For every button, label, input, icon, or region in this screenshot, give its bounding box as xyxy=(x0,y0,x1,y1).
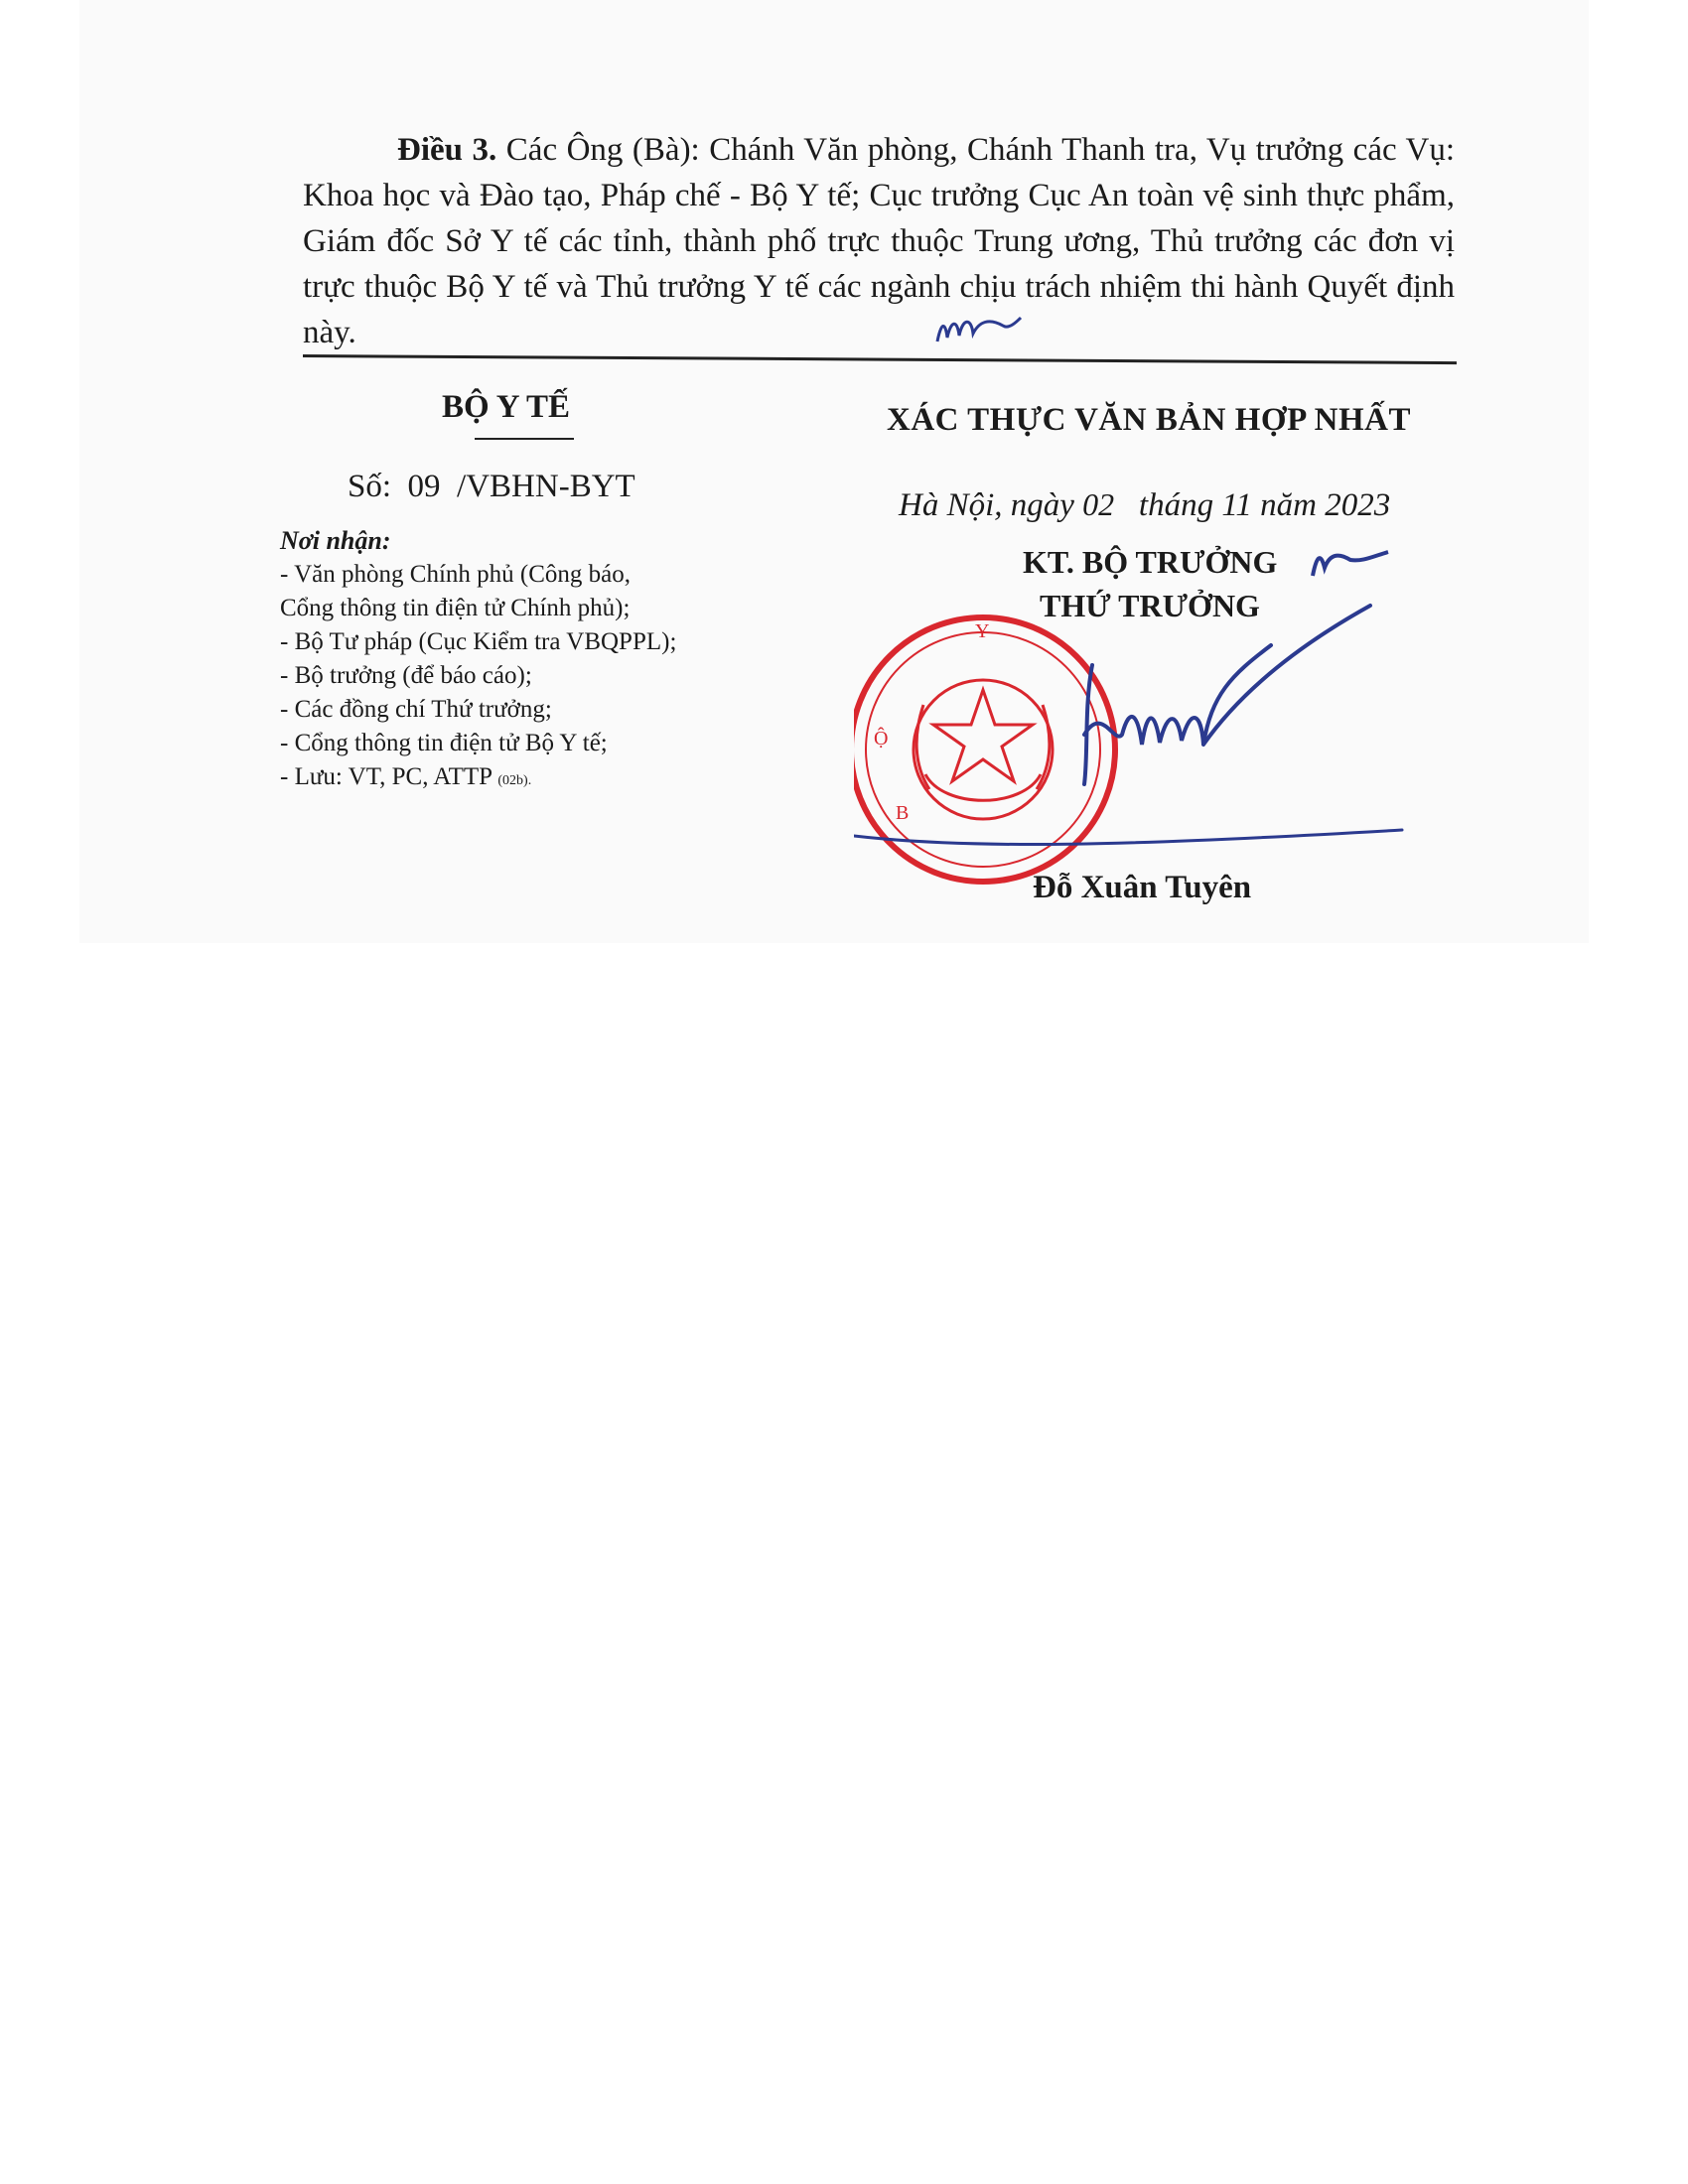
doc-number-suffix: /VBHN-BYT xyxy=(457,469,635,504)
archive-label: - Lưu: VT, PC, ATTP xyxy=(280,763,492,790)
official-stamp xyxy=(854,617,1115,882)
date-month-word: tháng xyxy=(1138,487,1214,523)
recipients-block xyxy=(280,524,676,798)
initial-mark-2 xyxy=(1311,542,1390,582)
issue-date xyxy=(899,486,1390,524)
initial-mark xyxy=(933,308,1023,347)
signatory-role-1: KT. BỘ TRƯỞNG xyxy=(1023,544,1278,580)
recipient-item: - Cổng thông tin điện tử Bộ Y tế; xyxy=(280,730,608,756)
seal-letter: B xyxy=(896,802,910,824)
org-underline xyxy=(475,438,574,440)
article-text: Các Ông (Bà): Chánh Văn phòng, Chánh Thanh tra, Vụ trưởng các Vụ: Khoa học và Đào tạo, Pháp chế - Bộ Y tế; Cục trưởng Cục An toàn vệ sinh thực phẩm, Giám đốc Sở Y tế các tỉnh, thành phố trực thuộc Trung ương, Thủ trưởng các đơn vị trực thuộc Bộ Y tế và Thủ trưởng Y tế các ngành chịu trách nhiệm thi hành Quyết định này. xyxy=(303,132,1456,350)
date-day: 02 xyxy=(1082,486,1115,522)
signatory-name: Đỗ Xuân Tuyên xyxy=(1033,870,1252,905)
seal-letter: Ộ xyxy=(874,728,889,750)
recipient-item: - Bộ Tư pháp (Cục Kiểm tra VBQPPL); xyxy=(280,628,677,655)
article-lead: Điều 3. xyxy=(397,132,497,168)
recipient-item: - Bộ trưởng (để báo cáo); xyxy=(280,662,532,689)
recipient-item-archive xyxy=(280,760,676,798)
recipient-item: - Văn phòng Chính phủ (Công báo, xyxy=(280,561,631,588)
date-month: 11 xyxy=(1221,487,1252,523)
org-name: BỘ Y TẾ xyxy=(442,389,570,425)
date-prefix: Hà Nội, ngày xyxy=(899,487,1074,523)
recipient-item: - Các đồng chí Thứ trưởng; xyxy=(280,696,552,723)
recipients-heading: Nơi nhận: xyxy=(280,526,391,555)
document-number xyxy=(348,469,635,505)
signatory-role-2: THỨ TRƯỞNG xyxy=(1040,588,1260,623)
doc-number-prefix: Số: xyxy=(348,469,392,504)
article-3-paragraph xyxy=(303,127,1455,355)
official-seal-and-signature xyxy=(854,586,1410,903)
authentication-title: XÁC THỰC VĂN BẢN HỢP NHẤT xyxy=(887,402,1412,438)
doc-number-value: 09 xyxy=(407,469,441,504)
date-year: năm 2023 xyxy=(1260,487,1391,523)
archive-count: (02b). xyxy=(497,773,532,788)
recipient-item: Cổng thông tin điện tử Chính phủ); xyxy=(280,595,631,621)
seal-letter: Y xyxy=(975,620,990,642)
